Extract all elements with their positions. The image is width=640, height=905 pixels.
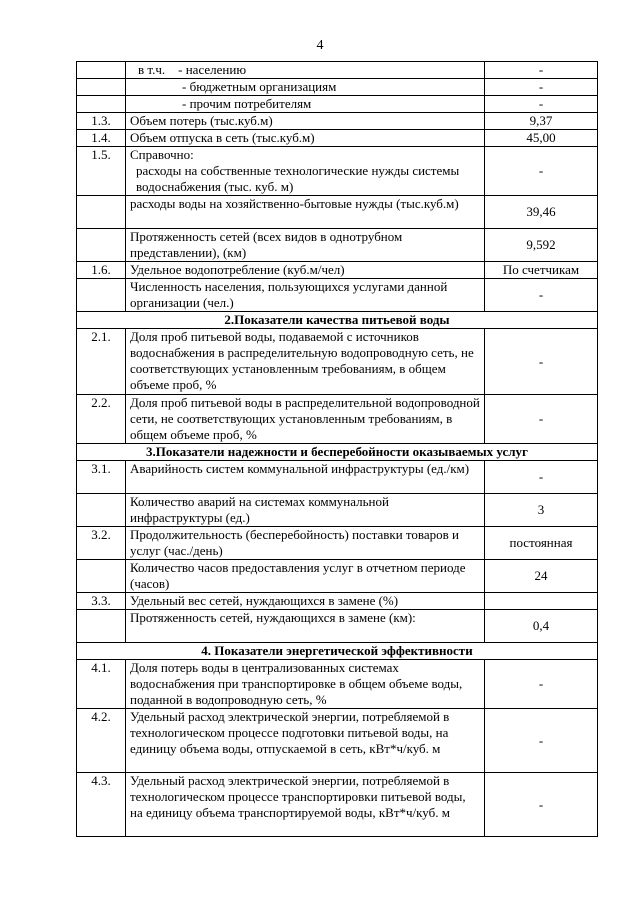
value-cell: - <box>485 62 598 79</box>
row-text: Доля потерь воды в централизованных системах водоснабжения при транспортировке в общем объеме воды, поданной в водопроводную сеть, % <box>126 660 485 709</box>
row-text: Удельный расход электрической энергии, потребляемой в технологическом процессе подготовки питьевой воды, на единицу объема воды, отпускаемой в сеть, кВт*ч/куб. м <box>126 709 485 773</box>
row-number: 2.2. <box>77 395 126 444</box>
table-row <box>77 560 598 593</box>
table-row <box>77 660 598 709</box>
table-row <box>77 494 598 527</box>
value-cell: - <box>485 395 598 444</box>
value-cell: - <box>485 709 598 773</box>
value-cell: - <box>485 79 598 96</box>
sub-intl: в т.ч. <box>138 62 166 77</box>
row-number: 1.4. <box>77 130 126 147</box>
table-row <box>77 196 598 229</box>
table-row <box>77 329 598 395</box>
table-row <box>77 709 598 773</box>
row-number: 4.3. <box>77 773 126 837</box>
table-row <box>77 96 598 113</box>
table-row <box>77 62 598 79</box>
sub-population: - населению <box>178 62 247 77</box>
table-row <box>77 773 598 837</box>
row-text: Объем отпуска в сеть (тыс.куб.м) <box>126 130 485 147</box>
row-number: 1.6. <box>77 262 126 279</box>
table-row <box>77 395 598 444</box>
row-number: 2.1. <box>77 329 126 395</box>
table-row <box>77 279 598 312</box>
section-header-row <box>77 643 598 660</box>
row-number: 1.5. <box>77 147 126 196</box>
section-header-row <box>77 444 598 461</box>
row-text: Доля проб питьевой воды, подаваемой с источников водоснабжения в распределительную водопроводную сеть, не соответствующих установленным требованиям, в общем объеме проб, % <box>126 329 485 395</box>
row-text: Протяженность сетей (всех видов в однотрубном представлении), (км) <box>126 229 485 262</box>
row-number: 4.1. <box>77 660 126 709</box>
table-row <box>77 130 598 147</box>
row-text: расходы на собственные технологические нужды системы водоснабжения (тыс. куб. м) <box>136 163 460 194</box>
value-cell: - <box>485 96 598 113</box>
value-cell: 9,592 <box>485 229 598 262</box>
value-cell: 3 <box>485 494 598 527</box>
row-text: расходы воды на хозяйственно-бытовые нужды (тыс.куб.м) <box>126 196 485 229</box>
value-cell: - <box>485 461 598 494</box>
row-number: 3.3. <box>77 593 126 610</box>
sub-other: - прочим потребителям <box>182 96 312 111</box>
table-row <box>77 229 598 262</box>
indicators-table <box>76 61 598 837</box>
row-number: 4.2. <box>77 709 126 773</box>
value-cell: постоянная <box>485 527 598 560</box>
section-title: 3.Показатели надежности и бесперебойности оказываемых услуг <box>77 444 598 461</box>
section-header-row <box>77 312 598 329</box>
value-cell: - <box>485 279 598 312</box>
row-text: Удельное водопотребление (куб.м/чел) <box>126 262 485 279</box>
table-row <box>77 113 598 130</box>
table-row <box>77 461 598 494</box>
row-text: Продолжительность (бесперебойность) поставки товаров и услуг (час./день) <box>126 527 485 560</box>
table-row <box>77 262 598 279</box>
reference-label: Справочно: <box>130 147 194 162</box>
page-number: 4 <box>316 38 324 53</box>
row-text: Удельный расход электрической энергии, потребляемой в технологическом процессе транспортировки питьевой воды, на единицу объема транспортируемой воды, кВт*ч/куб. м <box>126 773 485 837</box>
row-text: Аварийность систем коммунальной инфраструктуры (ед./км) <box>126 461 485 494</box>
table-row <box>77 79 598 96</box>
row-text: Численность населения, пользующихся услугами данной организации (чел.) <box>126 279 485 312</box>
value-cell: - <box>485 329 598 395</box>
value-cell: - <box>485 660 598 709</box>
table-row <box>77 610 598 643</box>
value-cell: - <box>485 147 598 196</box>
row-number: 1.3. <box>77 113 126 130</box>
row-text: Объем потерь (тыс.куб.м) <box>126 113 485 130</box>
section-title: 2.Показатели качества питьевой воды <box>77 312 598 329</box>
row-number: 3.2. <box>77 527 126 560</box>
table-row <box>77 147 598 196</box>
row-number: 3.1. <box>77 461 126 494</box>
row-text: Количество часов предоставления услуг в отчетном периоде (часов) <box>126 560 485 593</box>
value-cell: - <box>485 773 598 837</box>
value-cell <box>485 593 598 610</box>
sub-budget: - бюджетным организациям <box>182 79 337 94</box>
value-cell: По счетчикам <box>485 262 598 279</box>
value-cell: 39,46 <box>485 196 598 229</box>
value-cell: 9,37 <box>485 113 598 130</box>
row-text: Протяженность сетей, нуждающихся в замене (км): <box>126 610 485 643</box>
row-text: Удельный вес сетей, нуждающихся в замене (%) <box>126 593 485 610</box>
value-cell: 45,00 <box>485 130 598 147</box>
value-cell: 24 <box>485 560 598 593</box>
section-title: 4. Показатели энергетической эффективности <box>77 643 598 660</box>
row-text: Доля проб питьевой воды в распределительной водопроводной сети, не соответствующих установленным требованиям, в общем объеме проб, % <box>126 395 485 444</box>
table-row <box>77 527 598 560</box>
value-cell: 0,4 <box>485 610 598 643</box>
table-row <box>77 593 598 610</box>
row-text: Количество аварий на системах коммунальной инфраструктуры (ед.) <box>126 494 485 527</box>
